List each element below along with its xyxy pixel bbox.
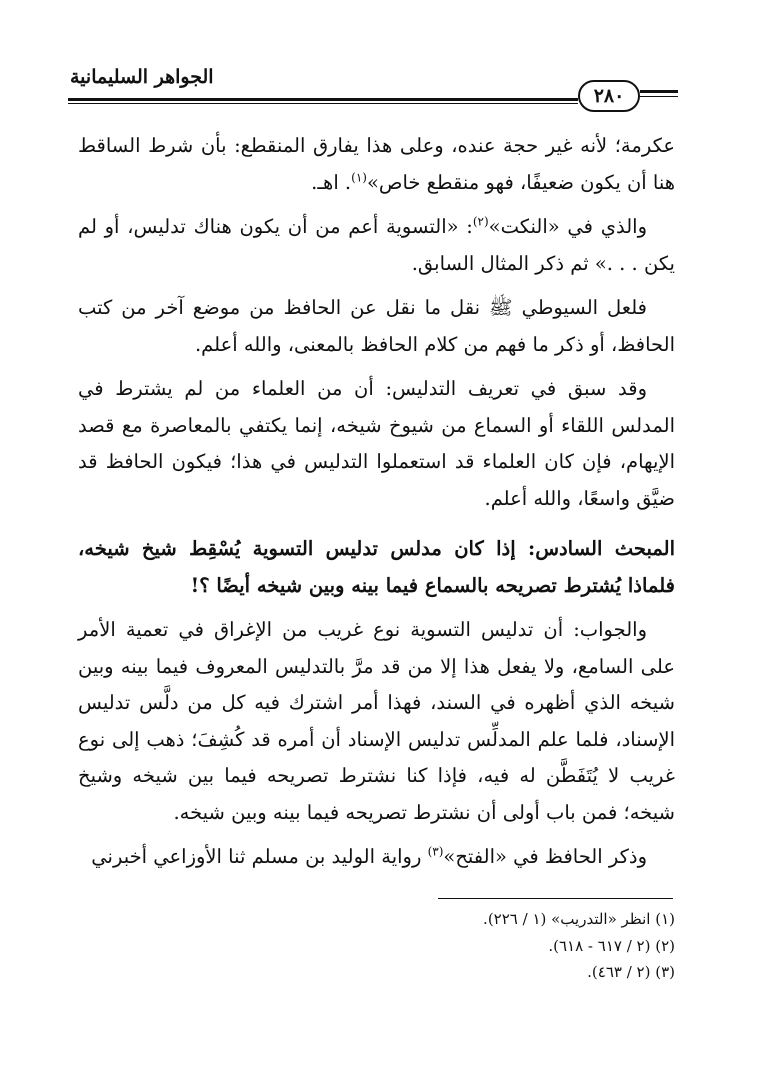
footnote-ref-2: (٢) (472, 214, 489, 229)
page-number-ornament (640, 90, 678, 93)
paragraph-1 (78, 128, 675, 201)
page-number-ornament-thin (640, 96, 678, 97)
paragraph-7 (78, 839, 675, 876)
paragraph-2-text: والذي في «النكت» (488, 215, 647, 238)
footnote-ref-1: (١) (351, 170, 367, 184)
footnote-3: (٣) (٢ / ٤٦٣). (587, 963, 675, 981)
paragraph-7-text: وذكر الحافظ في «الفتح» (443, 845, 647, 868)
footnotes (78, 906, 675, 986)
body-text (78, 128, 675, 884)
paragraph-3: فلعل السيوطي ﷺ نقل ما نقل عن الحافظ من موضع آخر من كتب الحافظ، أو ذكر ما فهم من كلام الحافظ بالمعنى، والله أعلم. (78, 296, 675, 356)
paragraph-1-tail: . اهـ. (311, 170, 352, 194)
page-number: ٢٨٠ (578, 80, 640, 112)
paragraph-2-tail: : «التسوية أعم من أن يكون هناك تدليس، أو لم يكن . . .» ثم ذكر المثال السابق. (78, 215, 675, 275)
paragraph-2 (78, 209, 675, 282)
footnote-ref-3: (٣) (427, 844, 444, 859)
paragraph-4: وقد سبق في تعريف التدليس: أن من العلماء من لم يشترط في المدلس اللقاء أو السماع من شيوخ شيخه، إنما يكتفي بالمعاصرة مع قصد الإيهام، فإن كان العلماء قد استعملوا التدليس في هذا؛ فيكون الحافظ قد ضيَّق واسعًا، والله أعلم. (78, 377, 675, 510)
paragraph-7-tail: رواية الوليد بن مسلم ثنا الأوزاعي أخبرني (91, 845, 428, 868)
section-heading-question: المبحث السادس: إذا كان مدلس تدليس التسوية يُسْقِط شيخ شيخه، فلماذا يُشترط تصريحه بالسماع فيما بينه وبين شيخه أيضًا ؟! (78, 537, 675, 597)
running-title: الجواهر السليمانية (70, 66, 214, 88)
footnote-1: (١) انظر «التدريب» (١ / ٢٢٦). (483, 910, 675, 928)
footnote-2: (٢) (٢ / ٦١٧ - ٦١٨). (548, 936, 675, 955)
header-rule (68, 98, 578, 101)
paragraph-answer: والجواب: أن تدليس التسوية نوع غريب من الإغراق في تعمية الأمر على السامع، ولا يفعل هذا إلا من قد مرَّ بالتدليس المعروف فيما بينه وبين شيخه الذي أظهره في السند، فهذا أمر اشترك فيه كل من دلَّس تدليس الإسناد، فلما علم المدلِّس تدليس الإسناد أن أمره قد كُشِفَ؛ ذهب إلى نوع غريب لا يُتَفَطَّن له فيه، فإذا كنا نشترط تصريحه فيما بين شيخه وشيخ شيخه؛ فمن باب أولى أن نشترط تصريحه فيما بينه وبين شيخه. (78, 618, 675, 824)
paragraph-1-text: عكرمة؛ لأنه غير حجة عنده، وعلى هذا يفارق المنقطع: بأن شرط الساقط هنا أن يكون ضعيفًا، فهو منقطع خاص» (78, 134, 675, 194)
footnote-rule (438, 898, 673, 899)
header-rule-thin (68, 103, 578, 104)
